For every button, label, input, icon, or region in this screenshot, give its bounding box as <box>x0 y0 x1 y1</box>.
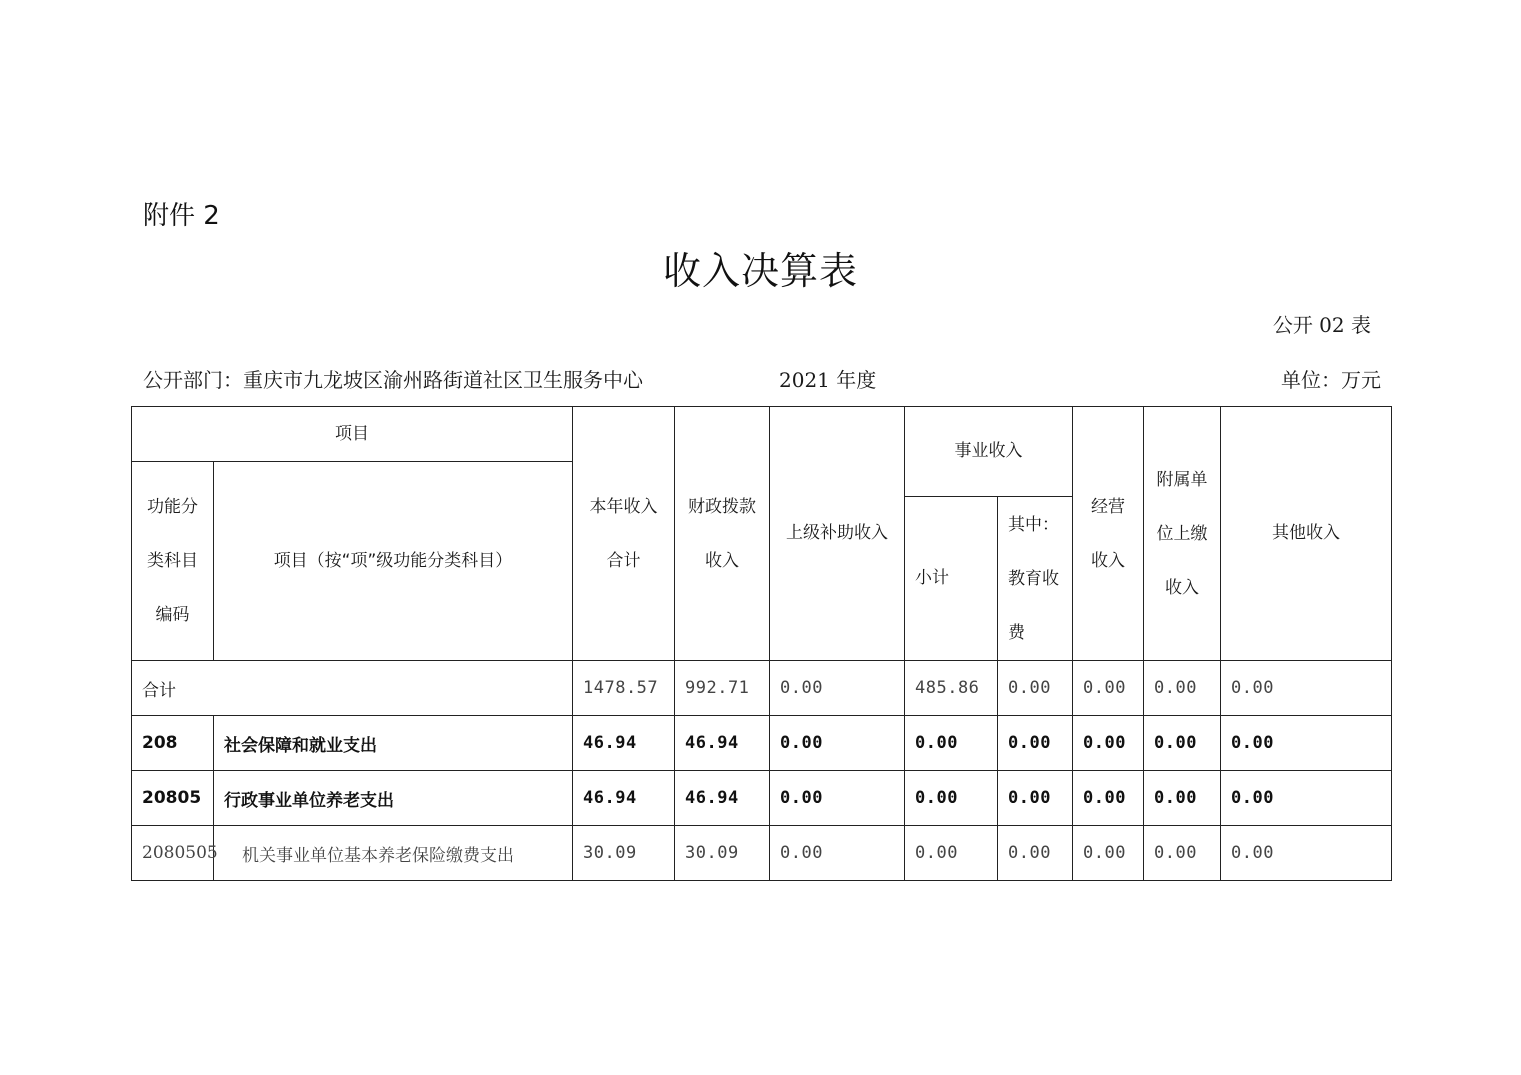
header-other: 其他收入 <box>1221 407 1392 661</box>
department-label: 公开部门：重庆市九龙坡区渝州路街道社区卫生服务中心 <box>143 368 643 392</box>
table-row <box>132 771 1392 826</box>
header-superior: 上级补助收入 <box>770 407 905 661</box>
row-code: 2080505 <box>132 826 214 881</box>
cell-affiliated: 0.00 <box>1144 661 1221 716</box>
header-operating-line1: 经营 <box>1091 496 1125 517</box>
cell-edu: 0.00 <box>998 826 1073 881</box>
row-name: 行政事业单位养老支出 <box>214 771 573 826</box>
header-func-code <box>132 462 214 661</box>
header-affiliated <box>1144 407 1221 661</box>
table-row <box>132 826 1392 881</box>
header-fiscal-line1: 财政拨款 <box>688 496 756 517</box>
meta-line <box>143 366 1381 394</box>
page-title: 收入决算表 <box>662 249 858 293</box>
cell-edu: 0.00 <box>998 716 1073 771</box>
header-func-code-line3: 编码 <box>155 605 190 625</box>
row-name: 社会保障和就业支出 <box>214 716 573 771</box>
table-row <box>132 661 1392 716</box>
header-total-line1: 本年收入 <box>589 496 658 517</box>
row-code: 20805 <box>132 771 214 826</box>
cell-fiscal: 46.94 <box>675 716 770 771</box>
cell-superior: 0.00 <box>770 826 905 881</box>
header-fiscal-line2: 收入 <box>705 550 739 571</box>
cell-operating: 0.00 <box>1073 771 1144 826</box>
cell-subtotal: 485.86 <box>905 661 998 716</box>
cell-subtotal: 0.00 <box>905 716 998 771</box>
header-func-code-line2: 类科目 <box>147 551 198 571</box>
cell-edu: 0.00 <box>998 771 1073 826</box>
header-business: 事业收入 <box>905 407 1073 497</box>
attachment-label: 附件 2 <box>143 201 220 231</box>
cell-edu: 0.00 <box>998 661 1073 716</box>
cell-affiliated: 0.00 <box>1144 771 1221 826</box>
cell-fiscal: 992.71 <box>675 661 770 716</box>
cell-operating: 0.00 <box>1073 716 1144 771</box>
unit-label: 单位：万元 <box>1281 368 1381 392</box>
cell-other: 0.00 <box>1221 716 1392 771</box>
cell-subtotal: 0.00 <box>905 771 998 826</box>
header-fiscal <box>675 407 770 661</box>
header-operating-line2: 收入 <box>1091 550 1125 571</box>
cell-total: 46.94 <box>573 771 675 826</box>
row-name: 合计 <box>132 661 573 716</box>
form-number: 公开 02 表 <box>1272 313 1371 337</box>
row-code: 208 <box>132 716 214 771</box>
cell-other: 0.00 <box>1221 826 1392 881</box>
header-affiliated-line1: 附属单 <box>1156 469 1208 490</box>
header-edu-line3: 费 <box>1008 622 1025 643</box>
header-project: 项目 <box>132 407 573 462</box>
header-project-name: 项目（按“项”级功能分类科目） <box>214 462 573 661</box>
cell-fiscal: 30.09 <box>675 826 770 881</box>
cell-total: 46.94 <box>573 716 675 771</box>
header-edu-line2: 教育收 <box>1008 568 1059 589</box>
fiscal-year: 2021 年度 <box>779 368 877 392</box>
header-edu-line1: 其中： <box>1008 514 1059 535</box>
cell-subtotal: 0.00 <box>905 826 998 881</box>
cell-operating: 0.00 <box>1073 826 1144 881</box>
row-name: 机关事业单位基本养老保险缴费支出 <box>214 826 573 881</box>
cell-other: 0.00 <box>1221 771 1392 826</box>
cell-affiliated: 0.00 <box>1144 716 1221 771</box>
income-table <box>131 406 1392 881</box>
header-affiliated-line3: 收入 <box>1165 577 1199 598</box>
cell-superior: 0.00 <box>770 716 905 771</box>
cell-fiscal: 46.94 <box>675 771 770 826</box>
cell-other: 0.00 <box>1221 661 1392 716</box>
cell-operating: 0.00 <box>1073 661 1144 716</box>
header-total-line2: 合计 <box>606 550 641 571</box>
table-row <box>132 716 1392 771</box>
header-func-code-line1: 功能分 <box>147 497 198 517</box>
cell-affiliated: 0.00 <box>1144 826 1221 881</box>
header-total <box>573 407 675 661</box>
header-operating <box>1073 407 1144 661</box>
header-subtotal: 小计 <box>905 497 998 661</box>
header-edu <box>998 497 1073 661</box>
header-affiliated-line2: 位上缴 <box>1156 523 1208 544</box>
cell-superior: 0.00 <box>770 771 905 826</box>
cell-total: 1478.57 <box>573 661 675 716</box>
cell-superior: 0.00 <box>770 661 905 716</box>
cell-total: 30.09 <box>573 826 675 881</box>
